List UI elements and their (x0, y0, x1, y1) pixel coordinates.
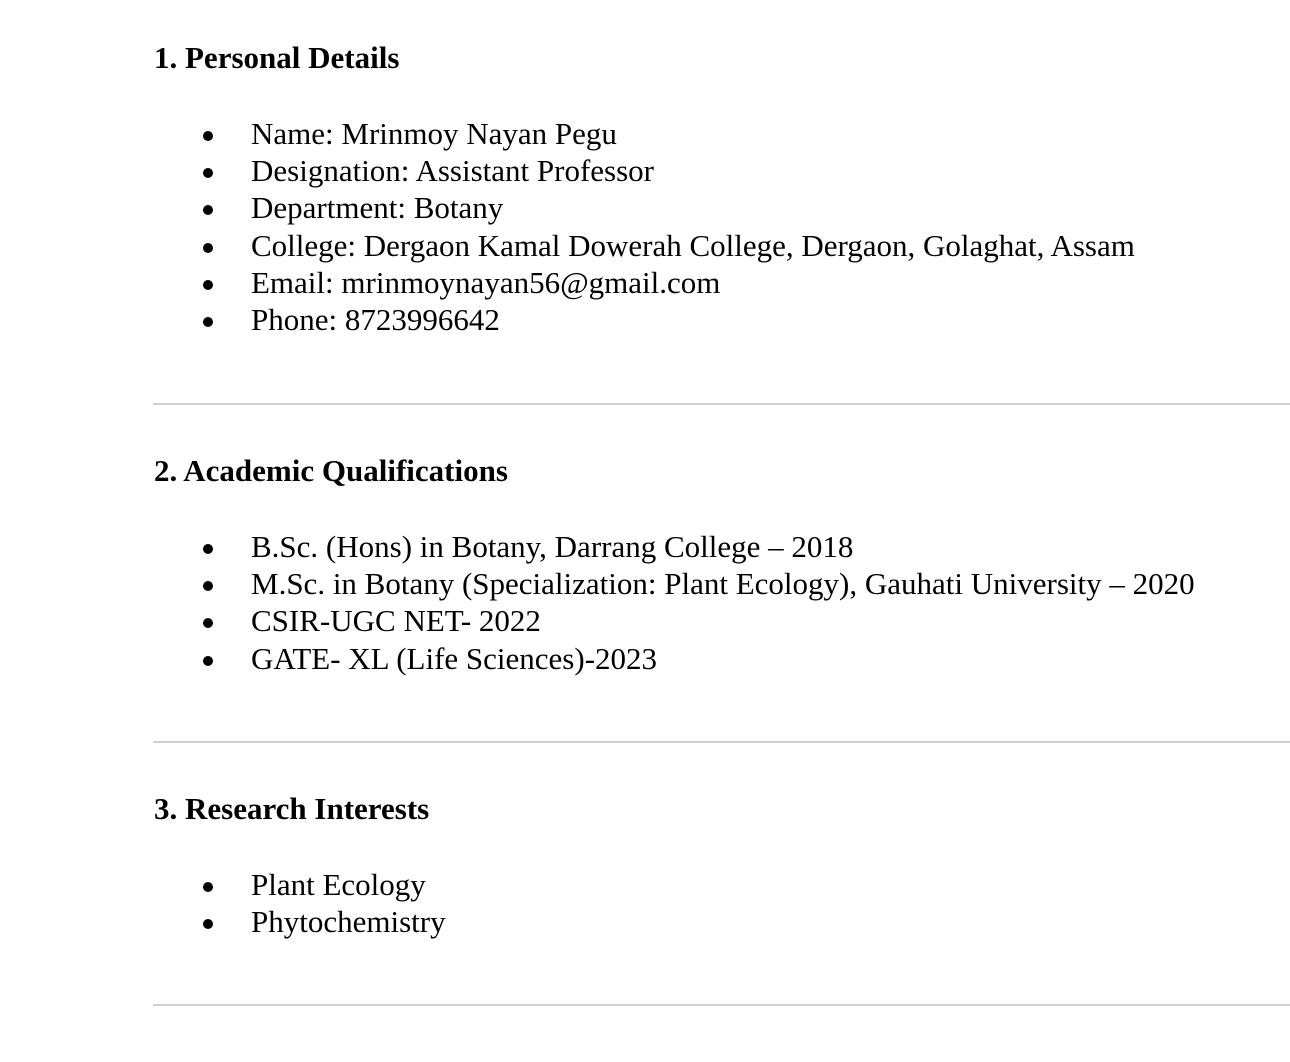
bullet-icon (203, 317, 213, 327)
section-heading-research-interests: 3. Research Interests (154, 791, 430, 826)
list-item-text: Email: mrinmoynayan56@gmail.com (251, 264, 721, 300)
section-divider (153, 741, 1290, 743)
bullet-icon (203, 243, 213, 253)
list-item-text: Designation: Assistant Professor (251, 153, 654, 189)
list-item-text: M.Sc. in Botany (Specialization: Plant Ecology), Gauhati University – 2020 (251, 566, 1195, 602)
list-item-text: Phytochemistry (251, 904, 446, 940)
list-item-text: GATE- XL (Life Sciences)-2023 (251, 640, 658, 676)
bullet-icon (203, 280, 213, 290)
list-item-text: B.Sc. (Hons) in Botany, Darrang College – 2018 (251, 529, 854, 564)
list-item-text: Department: Botany (251, 190, 504, 226)
list-item-text: Plant Ecology (251, 867, 426, 902)
section-heading-academic-qualifications: 2. Academic Qualifications (154, 453, 508, 488)
bullet-icon (203, 581, 213, 591)
section-heading-personal-details: 1. Personal Details (154, 40, 400, 75)
bullet-icon (203, 205, 213, 215)
section-divider (153, 403, 1290, 405)
section-divider (153, 1004, 1290, 1006)
list-item-text: College: Dergaon Kamal Dowerah College, Dergaon, Golaghat, Assam (251, 227, 1135, 263)
bullet-icon (203, 919, 213, 929)
bullet-icon (203, 656, 213, 666)
bullet-icon (203, 544, 213, 554)
list-item-text: Name: Mrinmoy Nayan Pegu (251, 116, 617, 151)
bullet-icon (203, 882, 213, 892)
list-item-text: Phone: 8723996642 (251, 301, 500, 337)
bullet-icon (203, 168, 213, 178)
list-item-text: CSIR-UGC NET- 2022 (251, 603, 541, 639)
bullet-icon (203, 618, 213, 628)
bullet-icon (203, 131, 213, 141)
